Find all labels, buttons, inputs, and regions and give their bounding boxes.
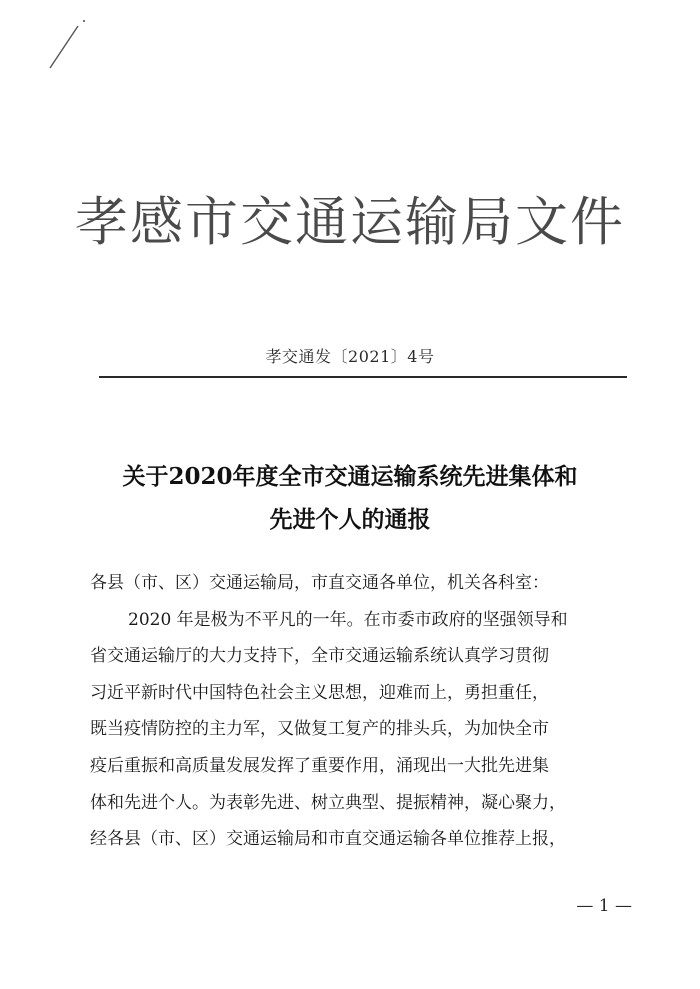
document-header-title: 孝感市交通运输局文件 [75, 192, 625, 253]
notice-title-line-2: 先进个人的通报 [269, 506, 431, 533]
body-line: 省交通运输厅的大力支持下，全市交通运输系统认真学习贯彻 [90, 646, 549, 667]
page-number: — 1 — [576, 896, 632, 916]
body-line: 2020 年是极为不平凡的一年。在市委市政府的坚强领导和 [128, 609, 568, 630]
notice-body [90, 565, 632, 858]
document-number: 孝交通发〔2021〕4号 [265, 347, 435, 366]
pen-stroke-mark [44, 16, 88, 76]
salutation: 各县（市、区）交通运输局，市直交通各单位，机关各科室： [90, 573, 549, 593]
notice-title [0, 455, 700, 541]
notice-title-line-1: 关于2020年度全市交通运输系统先进集体和 [122, 463, 578, 490]
body-line: 疫后重振和高质量发展发挥了重要作用，涌现出一大批先进集 [90, 755, 549, 776]
body-line: 经各县（市、区）交通运输局和市直交通运输各单位推荐上报， [90, 829, 566, 850]
header-divider [99, 376, 627, 378]
body-line: 习近平新时代中国特色社会主义思想，迎难而上，勇担重任， [90, 682, 549, 703]
body-line: 既当疫情防控的主力军，又做复工复产的排头兵，为加快全市 [90, 719, 549, 740]
body-line: 体和先进个人。为表彰先进、树立典型、提振精神，凝心聚力， [90, 792, 566, 813]
